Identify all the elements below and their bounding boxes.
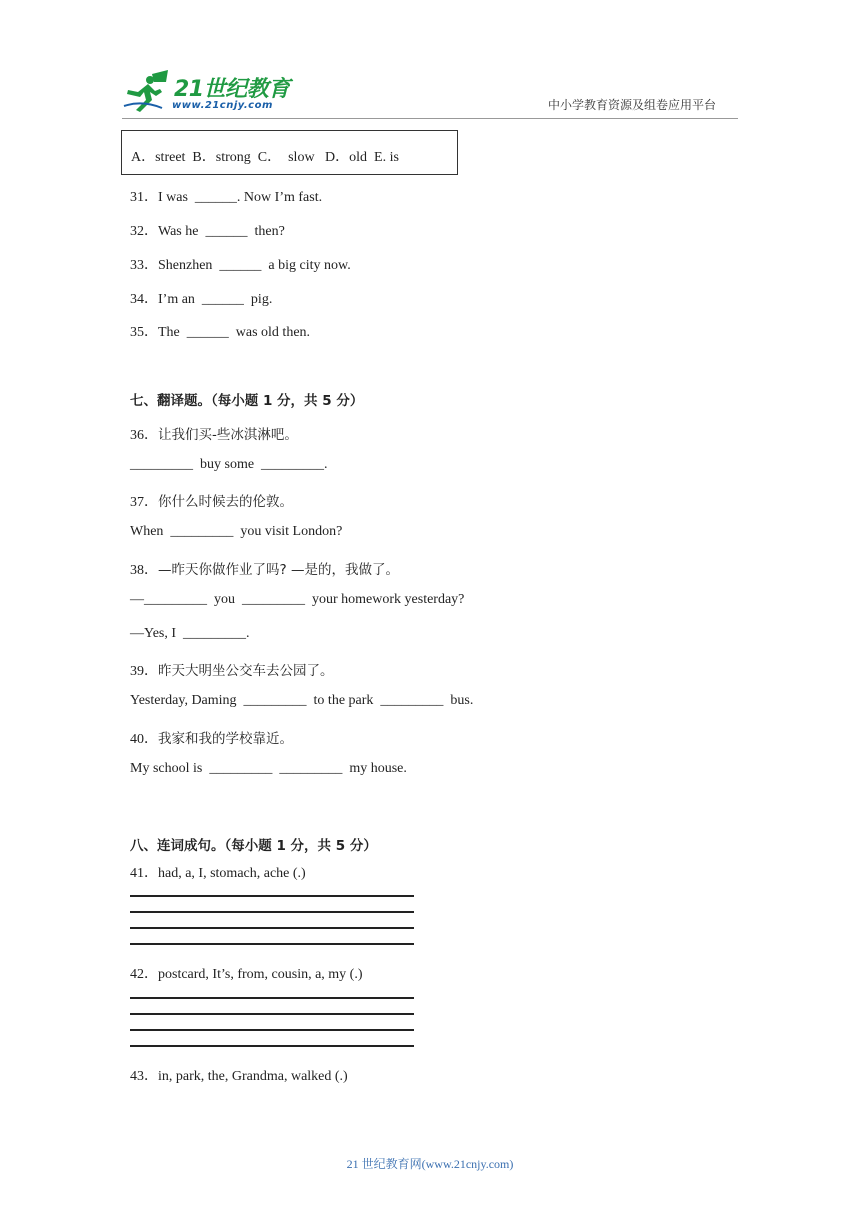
answer-line-38b: —Yes, I _________. [130, 626, 250, 641]
question-text: I’m an ______ pig. [158, 292, 273, 307]
answer-line-36: _________ buy some _________. [130, 457, 328, 472]
page-footer: 21 世纪教育网(www.21cnjy.com) [346, 1157, 514, 1171]
question-number: 31． [130, 190, 158, 205]
question-text: The ______ was old then. [158, 325, 311, 340]
question-40 [130, 727, 293, 748]
question-42 [130, 963, 363, 983]
header-divider [122, 118, 738, 119]
question-34 [130, 288, 272, 308]
question-number: 43． [130, 1069, 158, 1084]
question-43 [130, 1065, 348, 1085]
word-options: A．street B．strong C． slow D．old E. is [131, 150, 399, 165]
question-41 [130, 862, 306, 882]
question-number: 35． [130, 325, 158, 340]
section-7-title: 七、翻译题。（每小题 1 分，共 5 分） [130, 393, 364, 409]
word-options-box [121, 130, 458, 175]
header-platform-text: 中小学教育资源及组卷应用平台 [548, 98, 717, 112]
writing-line [130, 997, 414, 999]
question-37 [130, 490, 293, 511]
question-number: 40． [130, 732, 158, 747]
question-35 [130, 321, 310, 341]
question-number: 34． [130, 292, 158, 307]
writing-line [130, 911, 414, 913]
question-text: I was ______. Now I’m fast. [158, 190, 323, 205]
writing-lines-42 [130, 996, 414, 1050]
question-39 [130, 659, 334, 680]
question-text: Was he ______ then? [158, 224, 285, 239]
logo-text: 21世纪教育 [174, 77, 290, 102]
question-text: postcard, It’s, from, cousin, a, my (.) [158, 967, 363, 982]
question-prompt: 你什么时候去的伦敦。 [158, 494, 293, 510]
question-prompt: —昨天你做作业了吗? —是的，我做了。 [158, 562, 399, 578]
question-text: had, a, I, stomach, ache (.) [158, 866, 306, 881]
question-number: 37． [130, 495, 158, 510]
question-number: 36． [130, 428, 158, 443]
writing-line [130, 1045, 414, 1047]
question-31 [130, 186, 322, 206]
writing-line [130, 943, 414, 945]
writing-line [130, 1013, 414, 1015]
writing-lines-41 [130, 894, 414, 948]
question-32 [130, 220, 285, 240]
writing-line [130, 1029, 414, 1031]
question-prompt: 让我们买-些冰淇淋吧。 [158, 427, 298, 443]
question-36 [130, 423, 298, 444]
logo-url: www.21cnjy.com [172, 100, 273, 111]
question-number: 33． [130, 258, 158, 273]
section-8-title: 八、连词成句。（每小题 1 分，共 5 分） [130, 838, 377, 854]
answer-line-39: Yesterday, Daming _________ to the park _________ bus. [130, 693, 474, 708]
question-number: 38． [130, 563, 158, 578]
site-logo [122, 70, 290, 118]
answer-line-37: When _________ you visit London? [130, 524, 343, 539]
answer-line-38a: —_________ you _________ your homework yesterday? [130, 592, 465, 607]
answer-line-40: My school is _________ _________ my house. [130, 761, 407, 776]
question-33 [130, 254, 351, 274]
runner-icon [122, 70, 174, 114]
question-number: 39． [130, 664, 158, 679]
question-38 [130, 558, 399, 579]
writing-line [130, 895, 414, 897]
question-text: Shenzhen ______ a big city now. [158, 258, 351, 273]
question-number: 41． [130, 866, 158, 881]
question-prompt: 我家和我的学校靠近。 [158, 731, 293, 747]
question-prompt: 昨天大明坐公交车去公园了。 [158, 663, 334, 679]
question-number: 42． [130, 967, 158, 982]
question-number: 32． [130, 224, 158, 239]
question-text: in, park, the, Grandma, walked (.) [158, 1069, 348, 1084]
writing-line [130, 927, 414, 929]
